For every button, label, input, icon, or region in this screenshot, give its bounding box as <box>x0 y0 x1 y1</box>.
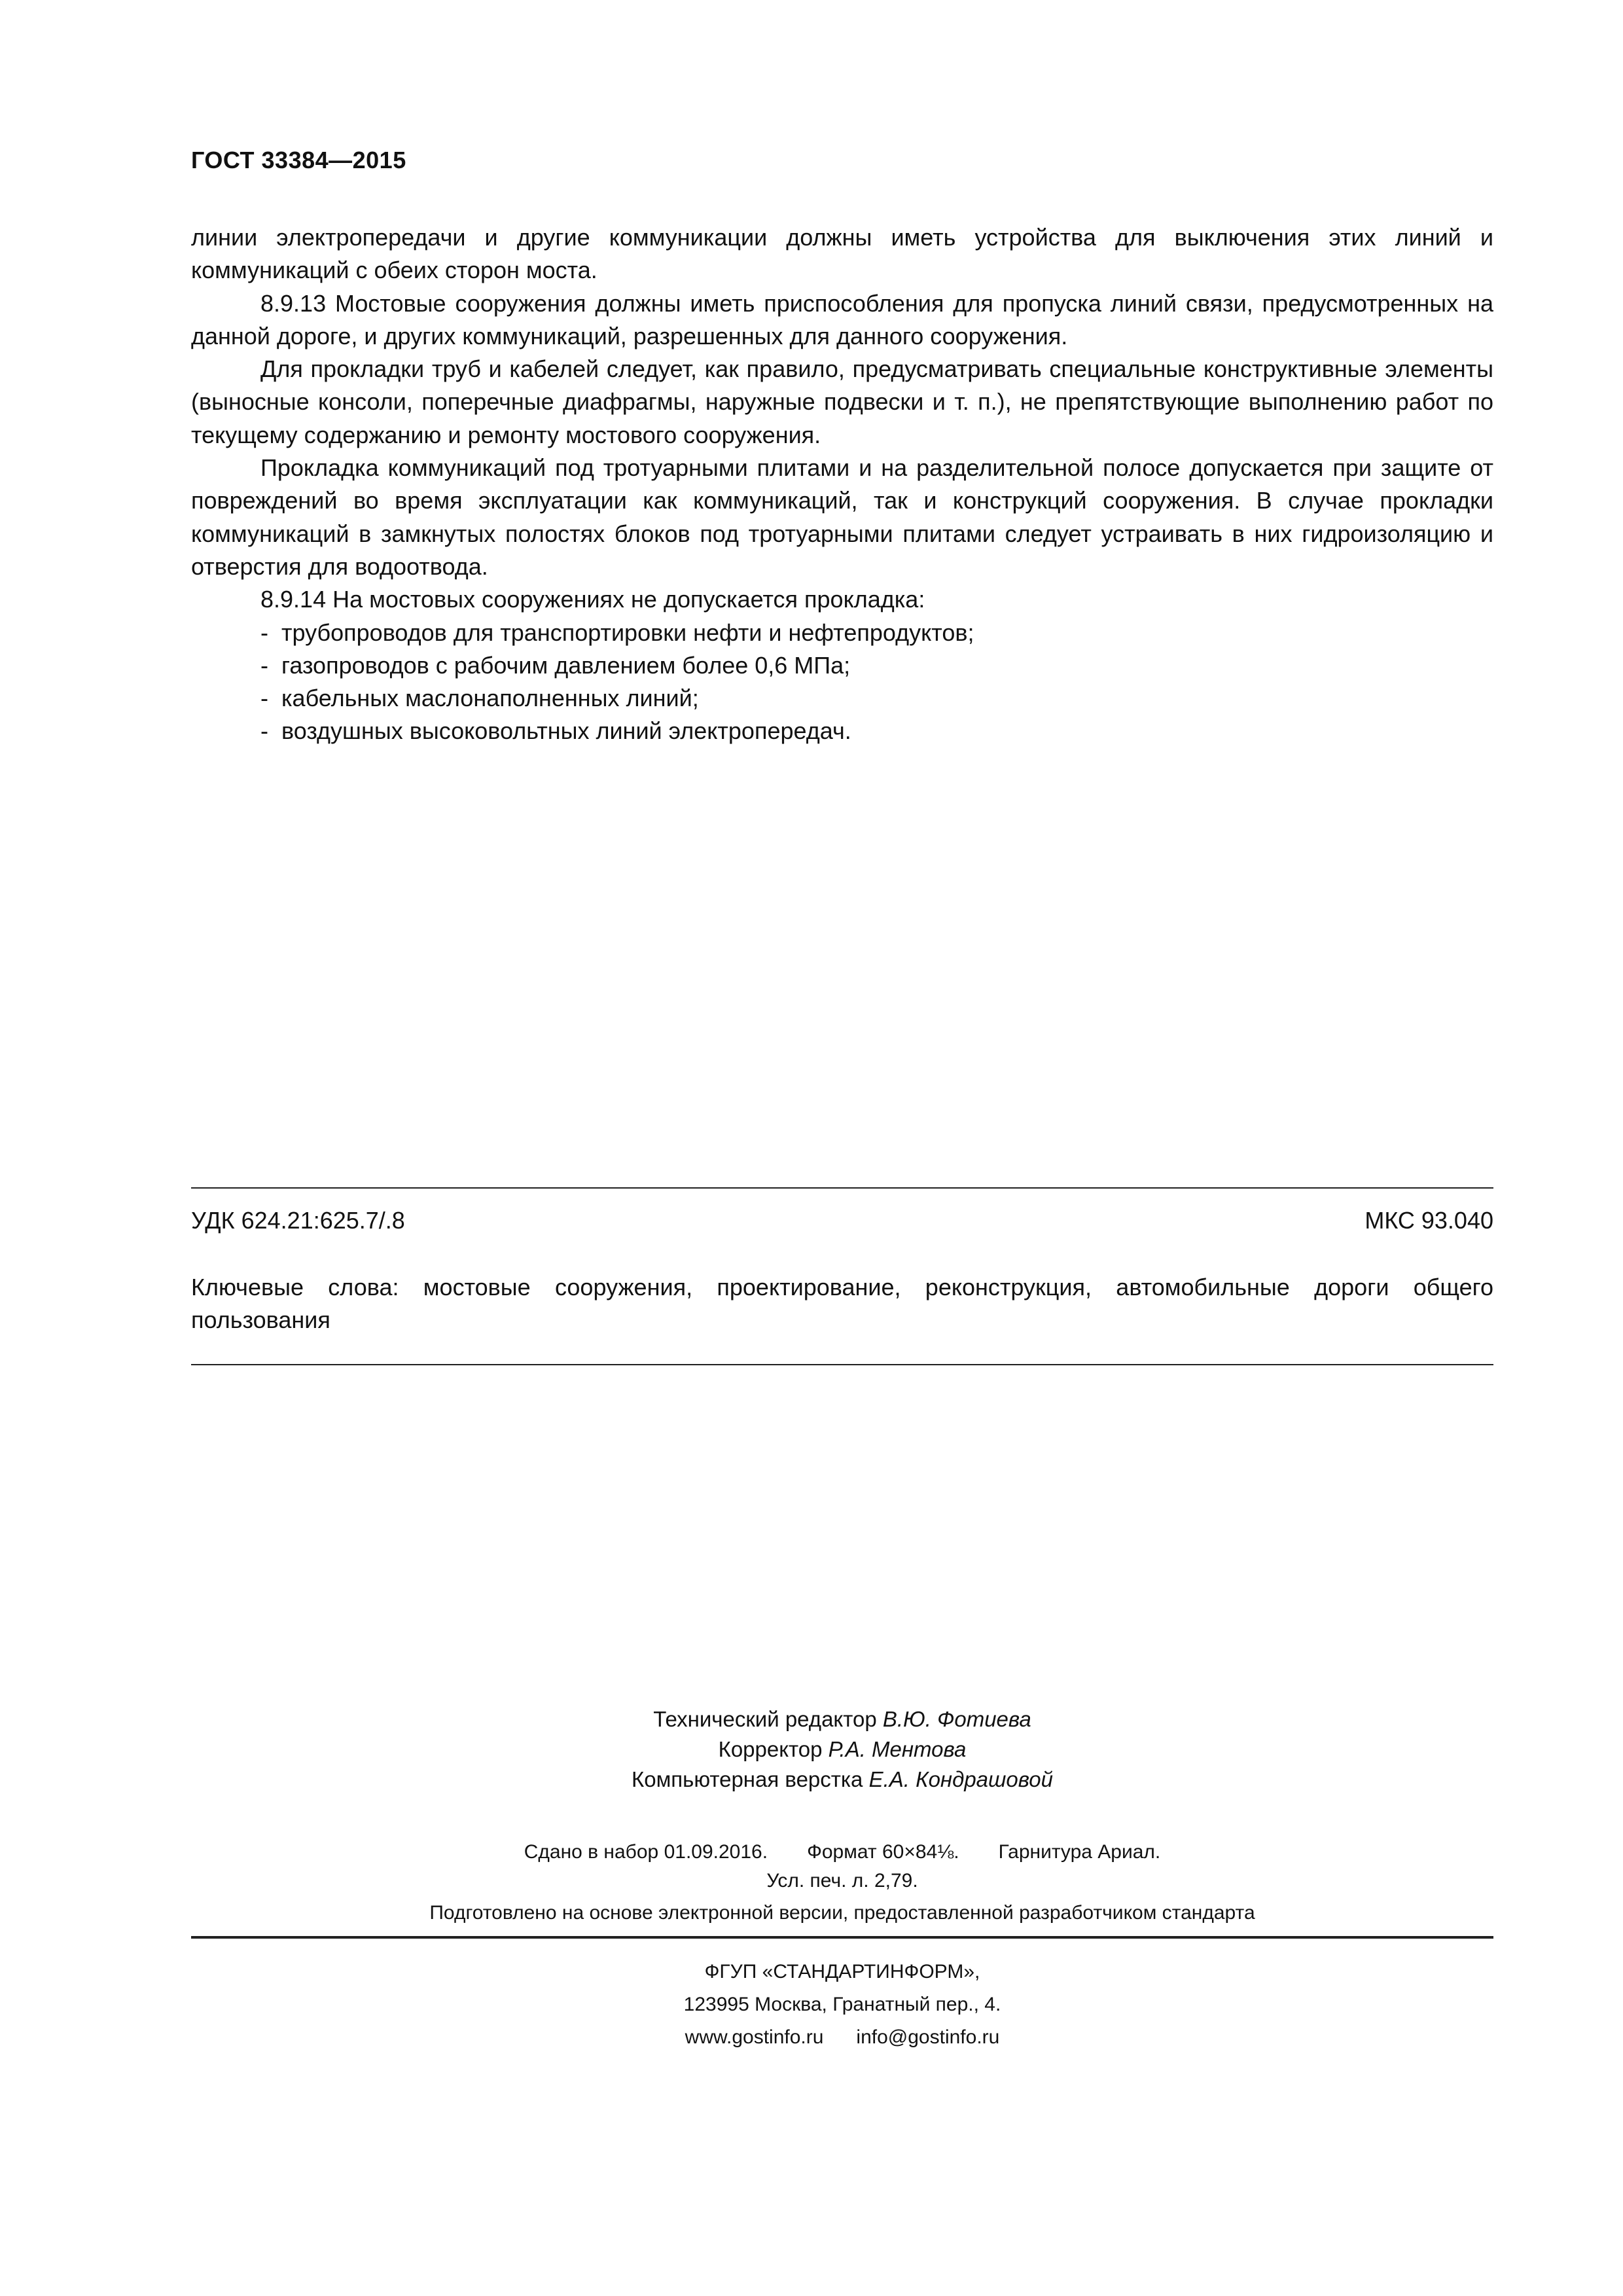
print-info <box>191 1838 1493 1895</box>
publisher-contacts <box>191 2021 1493 2054</box>
print-info-line <box>191 1838 1493 1867</box>
classification-bottom-rule <box>191 1364 1493 1365</box>
paragraph: 8.9.14 На мостовых сооружениях не допускается прокладка: <box>260 586 925 613</box>
udk-code: УДК 624.21:625.7/.8 <box>191 1207 405 1234</box>
tech-editor-line <box>191 1704 1493 1734</box>
list-item <box>191 617 1493 649</box>
classification-codes <box>191 1207 1493 1234</box>
classification-top-rule <box>191 1187 1493 1189</box>
paragraph: Прокладка коммуникаций под тротуарными плитами и на разделительной полосе допускается при защите от повреждений во время эксплуатации как коммуникаций, так и конструкций сооружения. В случае прокладки коммуникаций в замкнутых полостях блоков под тротуарными плитами следует устраивать в них гидроизоляцию и отверстия для водоотвода. <box>191 454 1493 580</box>
corrector-name: Р.А. Ментова <box>828 1737 967 1761</box>
typeface: Гарнитура Ариал. <box>998 1841 1161 1863</box>
list-item-text: воздушных высоковольтных линий электропередач. <box>281 717 851 745</box>
publisher-website[interactable]: www.gostinfo.ru <box>685 2026 824 2048</box>
printed-sheets: Усл. печ. л. 2,79. <box>766 1870 918 1892</box>
keywords <box>191 1271 1493 1336</box>
keywords-text: Ключевые слова: мостовые сооружения, проектирование, реконструкция, автомобильные дороги общего пользования <box>191 1274 1493 1333</box>
credits-block <box>191 1704 1493 1795</box>
layout-label: Компьютерная верстка <box>632 1767 863 1791</box>
publisher-address: 123995 Москва, Гранатный пер., 4. <box>683 1994 1001 2015</box>
list-dash: - <box>260 651 268 679</box>
prohibited-list <box>191 617 1493 748</box>
tech-editor-name: В.Ю. Фотиева <box>882 1707 1031 1731</box>
document-number-header: ГОСТ 33384—2015 <box>191 147 406 173</box>
list-item-text: кабельных маслонаполненных линий; <box>281 685 699 712</box>
publisher-email[interactable]: info@gostinfo.ru <box>856 2026 1000 2048</box>
paragraph: линии электропередачи и другие коммуникации должны иметь устройства для выключения этих линий и коммуникаций с обеих сторон моста. <box>191 224 1493 284</box>
list-item-text: трубопроводов для транспортировки нефти и нефтепродуктов; <box>281 619 974 646</box>
main-text <box>191 221 1493 748</box>
submitted-date: Сдано в набор 01.09.2016. <box>524 1841 768 1863</box>
paragraph: 8.9.13 Мостовые сооружения должны иметь приспособления для пропуска линий связи, предусмотренных на данной дороге, и других коммуникаций, разрешенных для данного сооружения. <box>191 289 1493 350</box>
publisher-name: ФГУП «СТАНДАРТИНФОРМ», <box>704 1961 980 1982</box>
publisher-block <box>191 1956 1493 2054</box>
corrector-label: Корректор <box>718 1737 823 1761</box>
paper-format: Формат 60×84⅛. <box>807 1841 959 1863</box>
paragraph: Для прокладки труб и кабелей следует, как правило, предусматривать специальные конструктивные элементы (выносные консоли, поперечные диафрагмы, наружные подвески и т. п.), не препятствующие выполнению работ по текущему содержанию и ремонту мостового сооружения. <box>191 355 1493 448</box>
layout-line <box>191 1765 1493 1795</box>
list-item <box>191 649 1493 682</box>
publisher-rule <box>191 1936 1493 1939</box>
tech-editor-label: Технический редактор <box>653 1707 877 1731</box>
list-dash: - <box>260 619 268 646</box>
list-item <box>191 682 1493 715</box>
list-dash: - <box>260 685 268 712</box>
prepared-note: Подготовлено на основе электронной версии, предоставленной разработчиком стандарта <box>429 1902 1255 1924</box>
list-item <box>191 715 1493 747</box>
corrector-line <box>191 1734 1493 1765</box>
list-item-text: газопроводов с рабочим давлением более 0,6 МПа; <box>281 651 851 679</box>
mks-code: МКС 93.040 <box>1364 1207 1493 1234</box>
layout-name: Е.А. Кондрашовой <box>868 1767 1053 1791</box>
list-dash: - <box>260 717 268 745</box>
